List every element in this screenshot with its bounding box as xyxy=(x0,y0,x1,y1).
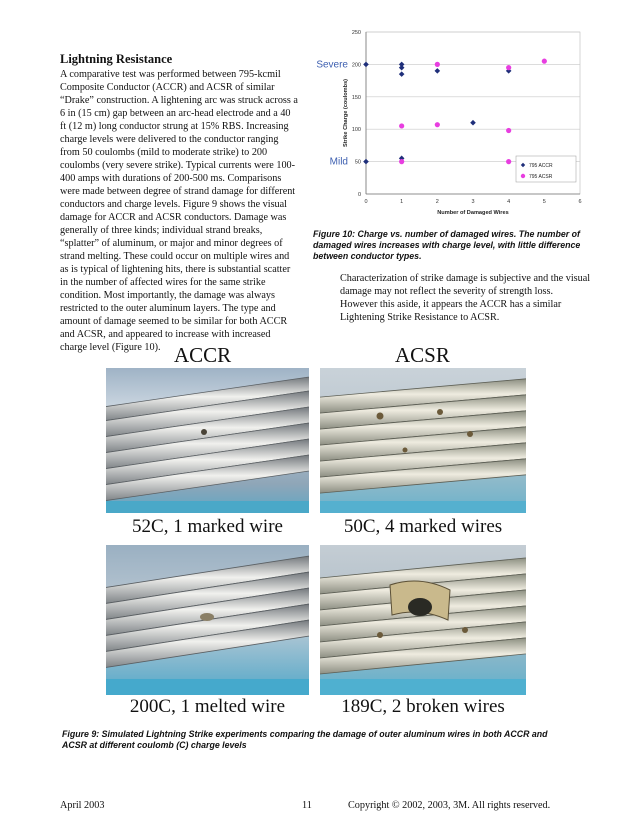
x-tick-label: 3 xyxy=(471,199,475,205)
y-tick-label: 50 xyxy=(354,159,361,166)
x-tick-label: 5 xyxy=(542,199,546,205)
data-point-acsr xyxy=(435,62,440,67)
photo-acsr-189c xyxy=(320,545,526,695)
figure-10-caption: Figure 10: Charge vs. number of damaged wires. The number of damaged wires increases with charge level, with little difference between conductor types. xyxy=(313,229,581,262)
data-point-acsr xyxy=(435,122,440,127)
y-tick-label: 250 xyxy=(351,30,361,36)
legend-label: 795 ACCR xyxy=(529,163,553,169)
legend-label: 795 ACSR xyxy=(529,174,553,180)
photo-label-accr-200c: 200C, 1 melted wire xyxy=(129,696,286,717)
data-point-acsr xyxy=(399,159,404,164)
photo-label-acsr-189c: 189C, 2 broken wires xyxy=(341,696,505,717)
conductor-photo-image xyxy=(320,545,526,695)
y-tick-label: 150 xyxy=(351,94,361,101)
figure-9-caption: Figure 9: Simulated Lightning Strike experiments comparing the damage of outer aluminum wires in both ACCR and ACSR at different coulomb (C) charge levels xyxy=(62,729,548,751)
data-point-acsr xyxy=(506,65,511,70)
photo-accr-200c xyxy=(106,545,309,695)
y-tick-label: 0 xyxy=(357,192,361,198)
footer-date: April 2003 xyxy=(60,800,105,811)
section-heading: Lightning Resistance xyxy=(60,52,173,66)
conductor-photo-image xyxy=(106,368,309,513)
body-paragraph: A comparative test was performed between 795-kcmil Composite Conductor (ACCR) and ACSR of similar “Drake” construction. A lightening arc was struck across a 6 in (15 cm) gap between an arc-head electrode and a 40 ft (12 m) long conductor strung at 15% RBS. Increasing charge levels were delivered to the conductor ranging from 50 coulombs (mild to moderate strike) to 200 coulombs (very severe strike). Typical currents were 100-400 amps with durations of 200-500 ms. Comparisons were made between degree of strand damage for different conductors and charge levels. Figure 9 shows the visual damage for ACCR and ACSR conductors. Damage was generally of three kinds; individual strand breaks, “splatter” of aluminum, or major and minor degrees of strand melting. These could occur on multiple wires and as is typical of lightening hits, there is substantial scatter in the number of affected wires for the same strike condition. Most importantly, the damage was always restricted to the outer aluminum layers. The type and amount of damage seemed to be similar for both ACCR and ACSR, and appeared to increase with increased charge level (Figure 10). xyxy=(60,69,298,353)
footer-page-number: 11 xyxy=(302,800,312,811)
legend-marker-acsr xyxy=(521,174,525,178)
x-tick-label: 6 xyxy=(578,199,582,205)
scatter-plot xyxy=(312,22,602,222)
photo-label-accr-52c: 52C, 1 marked wire xyxy=(132,516,283,537)
x-tick-label: 2 xyxy=(435,199,439,205)
y-axis-label: Strike Charge (coulombs) xyxy=(343,78,349,148)
column-heading-acsr: ACSR xyxy=(395,343,450,367)
data-point-acsr xyxy=(506,159,511,164)
photo-label-acsr-50c: 50C, 4 marked wires xyxy=(343,516,503,537)
x-tick-label: 0 xyxy=(364,199,368,205)
annotation-mild: Mild xyxy=(329,156,348,168)
photo-accr-52c xyxy=(106,368,309,513)
annotation-severe: Severe xyxy=(316,59,348,71)
footer-copyright: Copyright © 2002, 2003, 3M. All rights reserved. xyxy=(348,800,551,811)
x-tick-label: 4 xyxy=(507,199,511,205)
data-point-acsr xyxy=(542,59,547,64)
photo-acsr-50c xyxy=(320,368,526,513)
y-tick-label: 100 xyxy=(351,127,361,134)
x-tick-label: 1 xyxy=(400,199,404,205)
characterization-paragraph: Characterization of strike damage is subjective and the visual damage may not reflect the severity of strength loss. However this aside, it appears the ACCR has a similar Lightening Strike Resistance to ACSR. xyxy=(340,273,591,323)
conductor-photo-image xyxy=(106,545,309,695)
y-tick-label: 200 xyxy=(351,62,361,69)
data-point-acsr xyxy=(399,123,404,128)
column-heading-accr: ACCR xyxy=(174,343,232,367)
figure-10-chart xyxy=(312,22,602,222)
conductor-photo-image xyxy=(320,368,526,513)
data-point-acsr xyxy=(506,128,511,133)
x-axis-label: Number of Damaged Wires xyxy=(437,210,509,216)
